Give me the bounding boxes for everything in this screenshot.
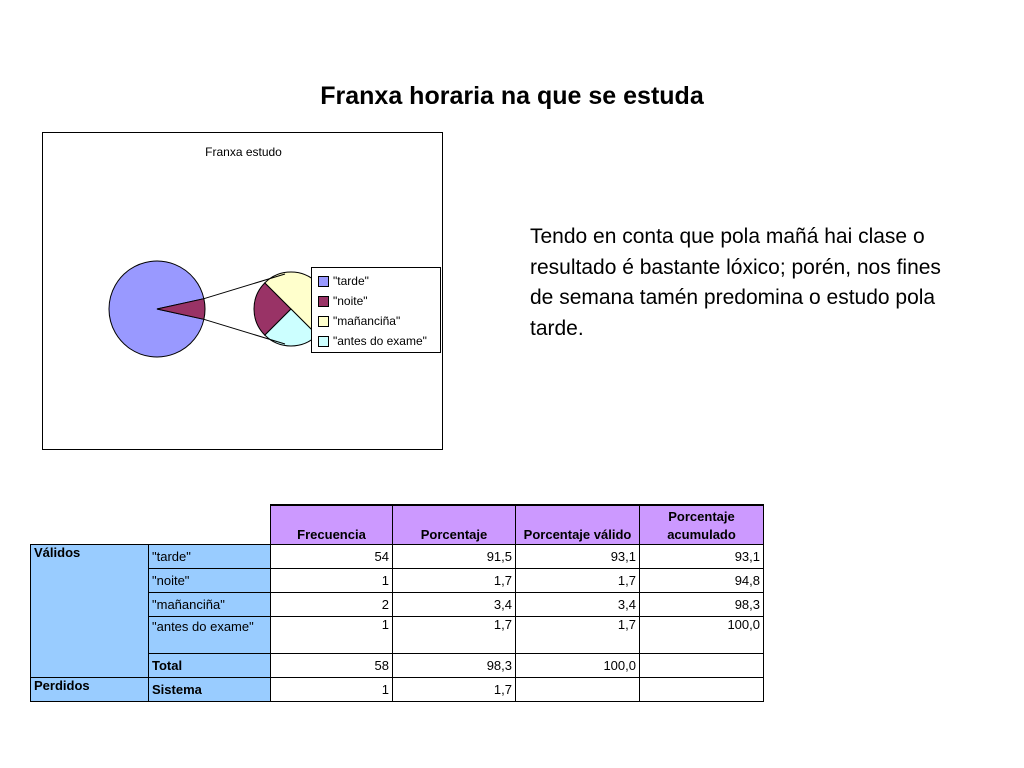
column-header: Porcentaje [393, 505, 516, 545]
table-cell: 100,0 [640, 617, 764, 654]
column-header: Porcentaje acumulado [640, 505, 764, 545]
row-label: "tarde" [149, 545, 271, 569]
row-group-label: Perdidos [31, 678, 149, 702]
legend-label: "noite" [333, 294, 368, 308]
table-header-row [31, 505, 764, 545]
description-text: Tendo en conta que pola mañá hai clase o resultado é bastante lóxico; porén, nos fines de semana tamén predomina o estudo pola tarde. [530, 225, 941, 340]
legend-swatch [318, 296, 329, 307]
table-cell [640, 654, 764, 678]
row-label: Sistema [149, 678, 271, 702]
table-cell: 100,0 [516, 654, 640, 678]
table-cell: 2 [271, 593, 393, 617]
table-cell: 1,7 [516, 569, 640, 593]
table-cell: 94,8 [640, 569, 764, 593]
column-header: Porcentaje válido [516, 505, 640, 545]
legend-label: "antes do exame" [333, 334, 427, 348]
table-corner [31, 505, 271, 545]
slide-title: Franxa horaria na que se estuda [320, 82, 704, 110]
legend-item [312, 271, 440, 291]
table-row [31, 678, 764, 702]
pie-chart [42, 132, 443, 450]
table-cell: 1,7 [393, 678, 516, 702]
column-header: Frecuencia [271, 505, 393, 545]
row-label: "antes do exame" [149, 617, 271, 654]
table-cell: 98,3 [393, 654, 516, 678]
row-label: "mañanciña" [149, 593, 271, 617]
frequency-table [30, 504, 764, 702]
table-cell: 3,4 [393, 593, 516, 617]
table-cell: 1 [271, 617, 393, 654]
row-label: Total [149, 654, 271, 678]
legend-item [312, 331, 440, 351]
table-cell: 93,1 [516, 545, 640, 569]
legend-item [312, 291, 440, 311]
table-cell: 1,7 [393, 569, 516, 593]
table-cell: 93,1 [640, 545, 764, 569]
table-cell: 98,3 [640, 593, 764, 617]
table-cell [516, 678, 640, 702]
table-cell: 1 [271, 569, 393, 593]
legend-label: "mañanciña" [333, 314, 401, 328]
table-row [31, 545, 764, 569]
chart-title: Franxa estudo [205, 145, 282, 159]
table-cell: 1,7 [516, 617, 640, 654]
table-cell: 54 [271, 545, 393, 569]
legend-swatch [318, 316, 329, 327]
legend-label: "tarde" [333, 274, 369, 288]
table-cell: 91,5 [393, 545, 516, 569]
legend-swatch [318, 336, 329, 347]
row-group-label: Válidos [31, 545, 149, 678]
table-cell [640, 678, 764, 702]
row-label: "noite" [149, 569, 271, 593]
chart-legend [311, 267, 441, 353]
table-cell: 1 [271, 678, 393, 702]
legend-swatch [318, 276, 329, 287]
table-cell: 3,4 [516, 593, 640, 617]
table-cell: 58 [271, 654, 393, 678]
legend-item [312, 311, 440, 331]
table-cell: 1,7 [393, 617, 516, 654]
